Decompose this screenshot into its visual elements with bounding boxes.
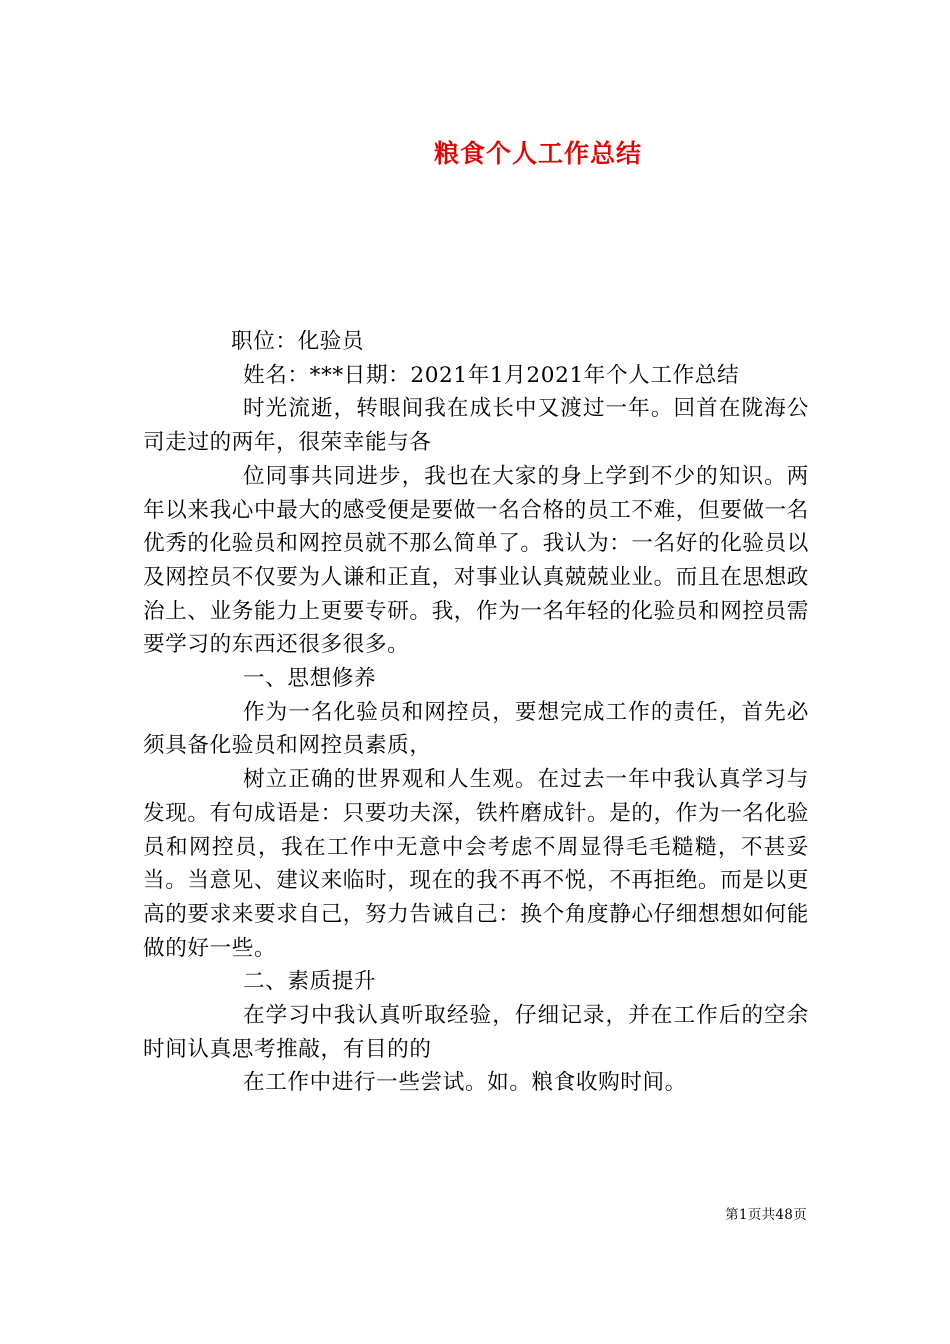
paragraph-intro: 时光流逝，转眼间我在成长中又渡过一年。回首在陇海公司走过的两年，很荣幸能与各 <box>143 396 809 456</box>
paragraph-name-date: 姓名：***日期：2021年1月2021年个人工作总结 <box>243 362 740 388</box>
paragraph-quality: 作为一名化验员和网控员，要想完成工作的责任，首先必须具备化验员和网控员素质， <box>143 699 809 759</box>
paragraph-practice: 在工作中进行一些尝试。如。粮食收购时间。 <box>243 1070 687 1096</box>
document-body <box>143 325 809 1100</box>
paragraph-learning: 在学习中我认真听取经验，仔细记录，并在工作后的空余时间认真思考推敲，有目的的 <box>143 1003 809 1062</box>
document-title: 粮食个人工作总结 <box>433 139 642 168</box>
section-heading-1: 一、思想修养 <box>243 666 377 692</box>
paragraph-colleagues: 位同事共同进步，我也在大家的身上学到不少的知识。两年以来我心中最大的感受便是要做一名合格的员工不难，但要做一名优秀的化验员和网控员就不那么简单了。我认为：一名好的化验员以及网控员不仅要为人谦和正直，对事业认真兢兢业业。而且在思想政治上、业务能力上更要专研。我，作为一名年轻的化验员和网控员需要学习的东西还很多很多。 <box>143 463 809 658</box>
section-heading-2: 二、素质提升 <box>243 969 377 995</box>
paragraph-position: 职位：化验员 <box>231 329 365 354</box>
page-number-footer: 第1页共48页 <box>725 1207 807 1223</box>
paragraph-worldview: 树立正确的世界观和人生观。在过去一年中我认真学习与发现。有句成语是：只要功夫深，铁杵磨成针。是的，作为一名化验员和网控员，我在工作中无意中会考虑不周显得毛毛糙糙，不甚妥当。当意见、建议来临时，现在的我不再不悦，不再拒绝。而是以更高的要求来要求自己，努力告诫自己：换个角度静心仔细想想如何能做的好一些。 <box>143 767 809 961</box>
